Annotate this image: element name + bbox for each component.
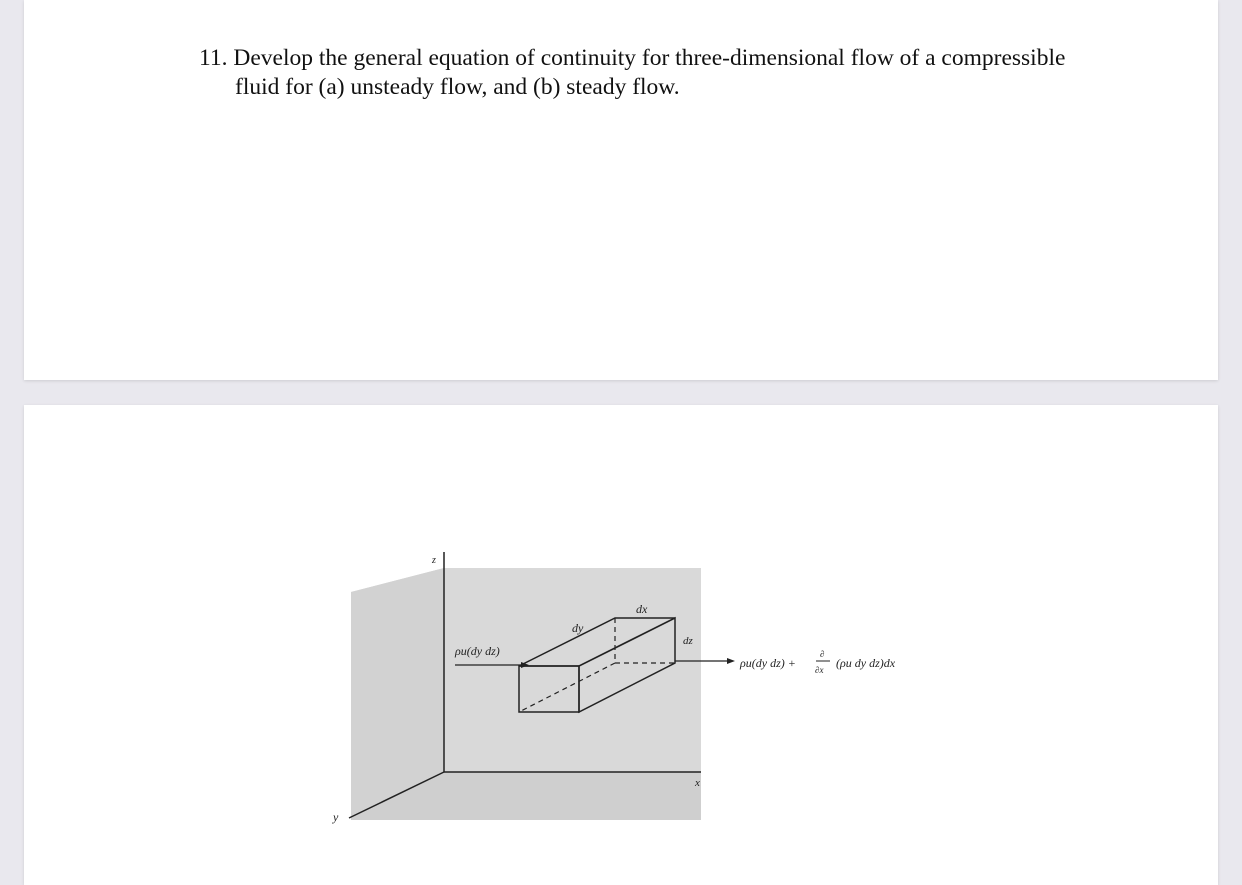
question-number: 11. bbox=[199, 45, 228, 71]
outflow-label-tail: (ρu dy dz)dx bbox=[836, 656, 896, 670]
dy-label: dy bbox=[572, 621, 584, 635]
question-line-1 bbox=[199, 44, 1179, 73]
control-volume-diagram bbox=[24, 405, 1218, 871]
partial-denominator: ∂x bbox=[815, 665, 824, 675]
question-line-1-text: Develop the general equation of continuity for three-dimensional flow of a compressible bbox=[233, 45, 1066, 71]
question-page bbox=[24, 0, 1218, 380]
figure-page bbox=[24, 405, 1218, 885]
outflow-arrowhead bbox=[727, 658, 735, 664]
question-line-2: fluid for (a) unsteady flow, and (b) steady flow. bbox=[235, 74, 680, 100]
dx-label: dx bbox=[636, 602, 648, 616]
x-axis-label: x bbox=[695, 777, 700, 789]
y-axis-label: y bbox=[333, 810, 339, 824]
dz-label: dz bbox=[683, 635, 693, 647]
partial-numerator: ∂ bbox=[820, 649, 825, 659]
inflow-label: ρu(dy dz) bbox=[455, 644, 500, 658]
z-axis-label: z bbox=[432, 555, 436, 566]
outflow-label: ρu(dy dz) + bbox=[740, 656, 796, 670]
question-text bbox=[199, 44, 1179, 102]
